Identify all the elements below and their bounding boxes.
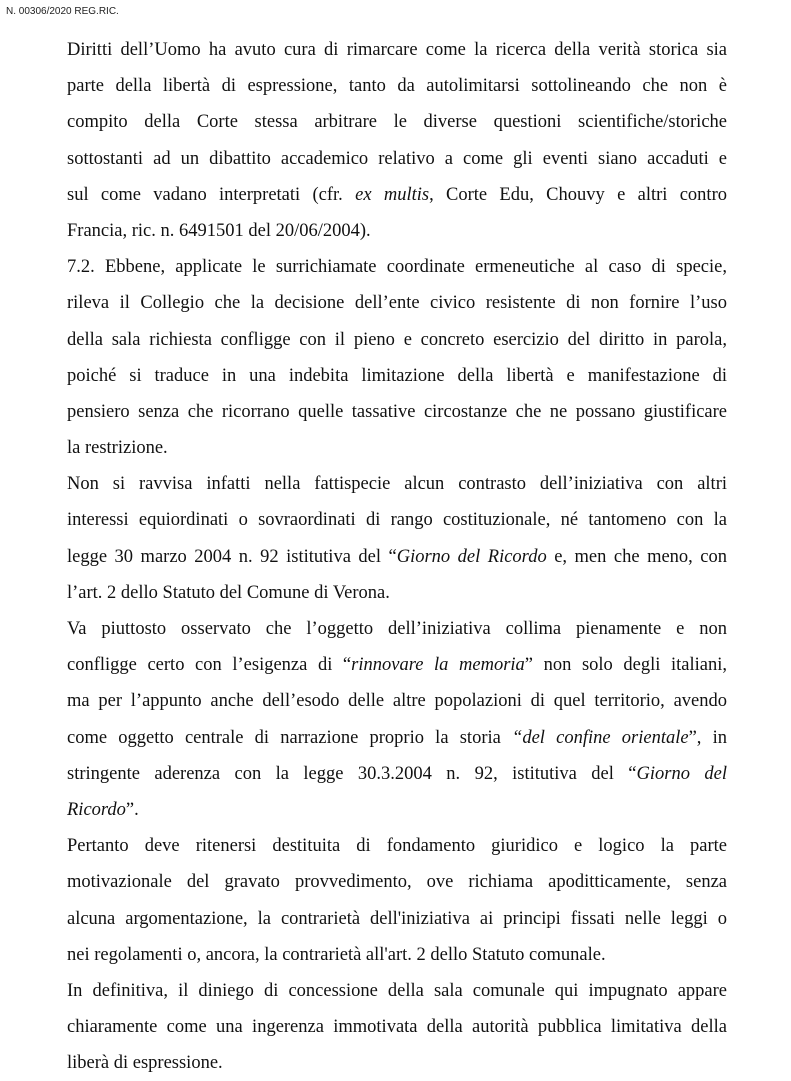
text-run: ”. xyxy=(125,799,139,820)
text-run: come oggetto centrale di narrazione proprio la storia xyxy=(67,727,513,748)
text-run: Diritti dell’Uomo ha avuto cura di rimarcare come la ricerca della verità storica sia xyxy=(67,40,727,60)
text-run: sottostanti ad un dibattito accademico relativo a come gli eventi siano accaduti e xyxy=(67,148,727,169)
text-line xyxy=(67,466,727,502)
text-line xyxy=(67,973,727,1009)
text-run: legge 30 marzo 2004 n. 92 istitutiva del “ xyxy=(67,546,397,567)
document-number-header: N. 00306/2020 REG.RIC. xyxy=(6,6,119,17)
text-line xyxy=(67,502,727,538)
text-line xyxy=(67,394,727,430)
text-run: rileva il Collegio che la decisione dell’ente civico resistente di non fornire l’uso xyxy=(67,293,727,314)
text-line xyxy=(67,901,727,937)
text-line xyxy=(67,213,727,249)
text-run: interessi equiordinati o sovraordinati di rango costituzionale, né tantomeno con la xyxy=(67,510,727,531)
italic-text: ex multis xyxy=(355,184,430,205)
text-line xyxy=(67,864,727,900)
text-line xyxy=(67,104,727,140)
text-line xyxy=(67,756,727,792)
text-run: confligge certo con l’esigenza di “ xyxy=(67,655,352,676)
document-body xyxy=(67,32,727,1081)
text-run: Francia, ric. n. 6491501 del 20/06/2004). xyxy=(67,220,371,241)
text-run: poiché si traduce in una indebita limitazione della libertà e manifestazione di xyxy=(67,365,727,386)
text-line xyxy=(67,539,727,575)
text-run: sul come vadano interpretati (cfr. xyxy=(67,184,356,205)
text-line xyxy=(67,358,727,394)
text-run: l’art. 2 dello Statuto del Comune di Verona. xyxy=(67,582,390,603)
text-run: e, men che meno, con xyxy=(546,546,727,567)
text-run: pensiero senza che ricorrano quelle tassative circostanze che ne possano giustificare xyxy=(67,401,727,422)
text-run: stringente aderenza con la legge 30.3.2004 n. 92, istitutiva del “ xyxy=(67,763,637,784)
text-line xyxy=(67,828,727,864)
text-run: compito della Corte stessa arbitrare le diverse questioni scientifiche/storiche xyxy=(67,112,727,133)
italic-text: Ricordo xyxy=(67,799,126,820)
text-line xyxy=(67,1045,727,1081)
text-line xyxy=(67,249,727,285)
text-run: Pertanto deve ritenersi destituita di fondamento giuridico e logico la parte xyxy=(67,836,727,857)
text-line xyxy=(67,683,727,719)
text-line xyxy=(67,792,727,828)
text-run: ma per l’appunto anche dell’esodo delle altre popolazioni di quel territorio, avendo xyxy=(67,691,727,712)
text-run: nei regolamenti o, ancora, la contrarietà all'art. 2 dello Statuto comunale. xyxy=(67,944,606,965)
text-line xyxy=(67,322,727,358)
text-line xyxy=(67,720,727,756)
text-line xyxy=(67,430,727,466)
text-line xyxy=(67,177,727,213)
text-line xyxy=(67,32,727,68)
text-run: 7.2. Ebbene, applicate le surrichiamate coordinate ermeneutiche al caso di specie, xyxy=(67,257,727,278)
text-run: Non si ravvisa infatti nella fattispecie alcun contrasto dell’iniziativa con altri xyxy=(67,474,727,495)
text-run: alcuna argomentazione, la contrarietà dell'iniziativa ai principi fissati nelle leggi o xyxy=(67,908,727,929)
text-line xyxy=(67,647,727,683)
text-line xyxy=(67,1009,727,1045)
text-run: della sala richiesta confligge con il pieno e concreto esercizio del diritto in parola, xyxy=(67,329,727,350)
text-line xyxy=(67,285,727,321)
text-run: motivazionale del gravato provvedimento, ove richiama apoditticamente, senza xyxy=(67,872,727,893)
text-run: chiaramente come una ingerenza immotivata della autorità pubblica limitativa della xyxy=(67,1017,727,1038)
text-line xyxy=(67,141,727,177)
italic-text: “del confine orientale xyxy=(512,727,689,748)
text-line xyxy=(67,575,727,611)
text-line xyxy=(67,68,727,104)
italic-text: Giorno del Ricordo xyxy=(396,546,547,567)
text-run: In definitiva, il diniego di concessione della sala comunale qui impugnato appare xyxy=(67,980,727,1001)
italic-text: rinnovare la memoria xyxy=(351,655,525,676)
text-line xyxy=(67,611,727,647)
text-run: ” non solo degli italiani, xyxy=(524,655,727,676)
text-run: parte della libertà di espressione, tanto da autolimitarsi sottolineando che non è xyxy=(67,76,727,97)
text-run: la restrizione. xyxy=(67,438,168,459)
text-run: ”, in xyxy=(688,727,727,748)
text-run: liberà di espressione. xyxy=(67,1053,223,1074)
italic-text: Giorno del xyxy=(636,763,727,784)
text-line xyxy=(67,937,727,973)
text-run: , Corte Edu, Chouvy e altri contro xyxy=(429,184,727,205)
text-run: Va piuttosto osservato che l’oggetto dell’iniziativa collima pienamente e non xyxy=(67,619,727,639)
